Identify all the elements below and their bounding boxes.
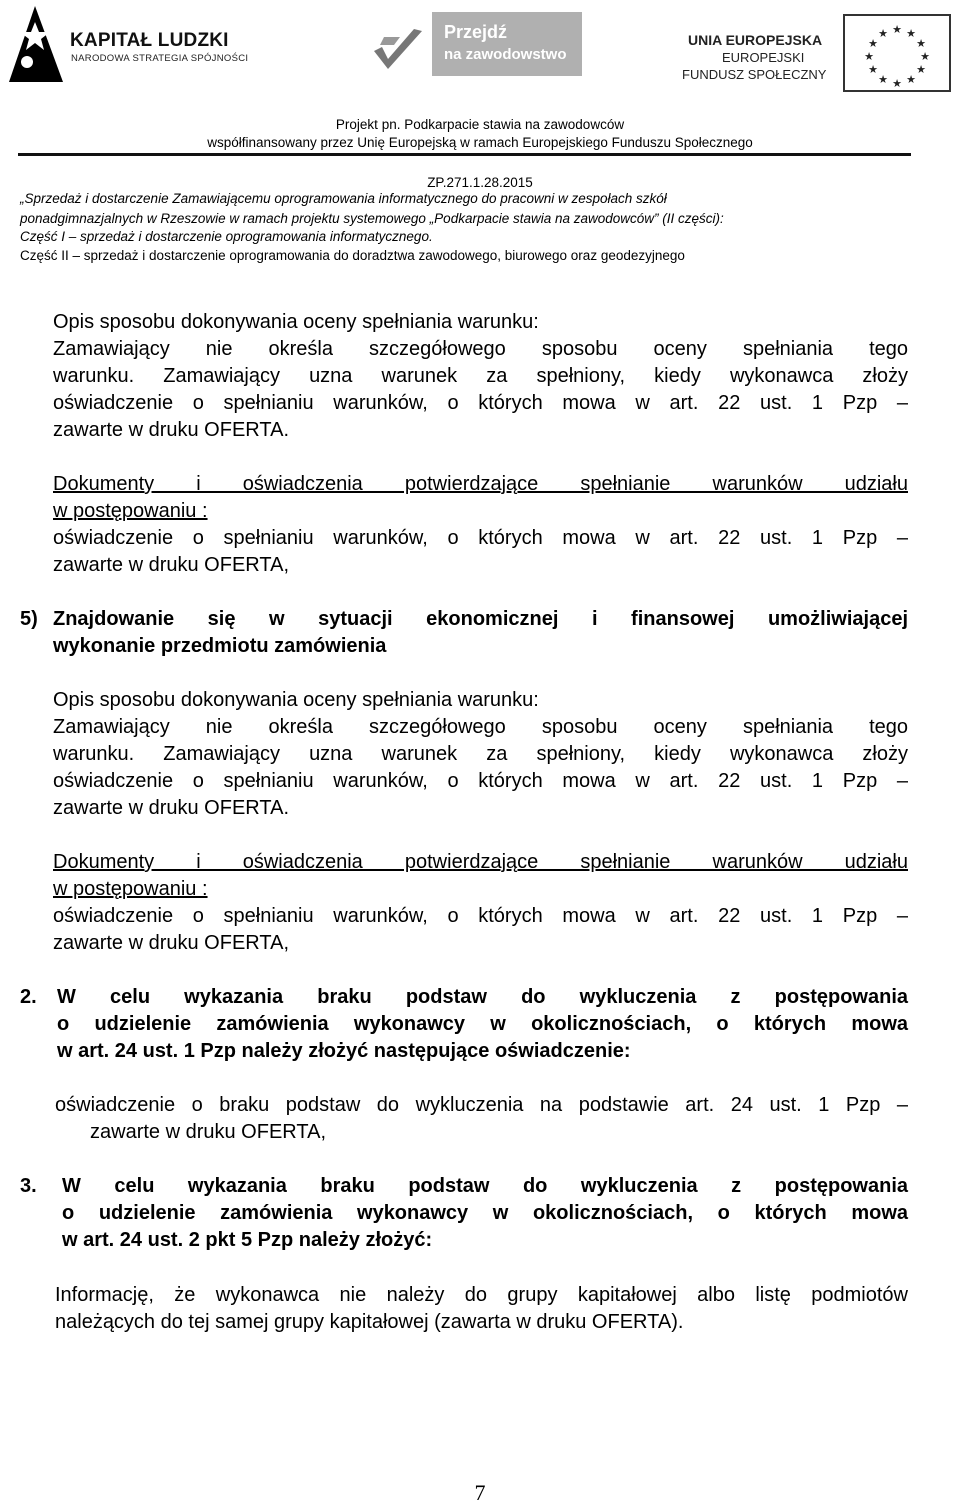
logo-bar	[0, 0, 960, 100]
block1-opis-label: Opis sposobu dokonywania oceny spełniania warunku:	[53, 311, 539, 333]
subject-line-3: Część I – sprzedaż i dostarczenie oprogramowania informatycznego.	[20, 229, 433, 244]
svg-text:★: ★	[916, 63, 926, 76]
subject-line-2: ponadgimnazjalnych w Rzeszowie w ramach projektu systemowego „Podkarpacie stawia na zawodowców” (II części):	[20, 211, 724, 226]
svg-text:★: ★	[892, 77, 902, 90]
checkmark-logo-icon	[370, 25, 426, 81]
block1-dokumenty-heading: Dokumenty i oświadczenia potwierdzające spełnianie warunków udziału	[53, 473, 908, 495]
page-number: 7	[474, 1480, 486, 1505]
svg-text:★: ★	[920, 50, 930, 63]
block2-opis-line: warunku. Zamawiający uzna warunek za spełniony, kiedy wykonawca złoży	[53, 743, 908, 765]
project-name: Projekt pn. Podkarpacie stawia na zawodowców	[335, 117, 625, 132]
block1-opis-line: zawarte w druku OFERTA.	[53, 419, 289, 441]
section3-info: Informację, że wykonawca nie należy do grupy kapitałowej albo listę podmiotów	[55, 1284, 908, 1306]
block2-dokumenty-value: oświadczenie o spełnianiu warunków, o których mowa w art. 22 ust. 1 Pzp –	[53, 905, 908, 927]
section2-title: w art. 24 ust. 1 Pzp należy złożyć następujące oświadczenie:	[57, 1040, 631, 1062]
section3-number: 3.	[20, 1175, 37, 1197]
block2-dokumenty-heading: Dokumenty i oświadczenia potwierdzające spełnianie warunków udziału	[53, 851, 908, 873]
section2-number: 2.	[20, 986, 37, 1008]
section3-info: należących do tej samej grupy kapitałowej (zawarta w druku OFERTA).	[55, 1311, 684, 1333]
subject-line-1: „Sprzedaż i dostarczenie Zamawiającemu oprogramowania informatycznego do pracowni w zespołach szkół	[20, 191, 667, 206]
block1-opis-line: warunku. Zamawiający uzna warunek za spełniony, kiedy wykonawca złoży	[53, 365, 908, 387]
block2-dokumenty-value: zawarte w druku OFERTA,	[53, 932, 289, 954]
section5-title: Znajdowanie się w sytuacji ekonomicznej i finansowej umożliwiającej	[53, 608, 908, 630]
svg-text:★: ★	[864, 50, 874, 63]
block2-opis-label: Opis sposobu dokonywania oceny spełniania warunku:	[53, 689, 539, 711]
svg-text:★: ★	[906, 27, 916, 40]
section2-item: zawarte w druku OFERTA,	[90, 1121, 326, 1143]
eu-subtitle-1: EUROPEJSKI	[722, 50, 805, 65]
przejdz-na-zawodowstwo-logo	[432, 12, 582, 76]
block2-opis-line: Zamawiający nie określa szczegółowego sposobu oceny spełniania tego	[53, 716, 908, 738]
project-cofinancing: współfinansowany przez Unię Europejską w ramach Europejskiego Funduszu Społecznego	[207, 135, 753, 150]
block2-opis-line: oświadczenie o spełnianiu warunków, o których mowa w art. 22 ust. 1 Pzp –	[53, 770, 908, 792]
svg-text:★: ★	[878, 73, 888, 86]
reference-number: ZP.271.1.28.2015	[427, 175, 533, 190]
section2-title: W celu wykazania braku podstaw do wykluczenia z postępowania	[57, 986, 908, 1008]
header-divider	[18, 153, 911, 156]
block2-opis-line: zawarte w druku OFERTA.	[53, 797, 289, 819]
svg-text:★: ★	[906, 73, 916, 86]
svg-text:★: ★	[916, 37, 926, 50]
svg-text:★: ★	[868, 63, 878, 76]
section3-title: o udzielenie zamówienia wykonawcy w okolicznościach, o których mowa	[62, 1202, 908, 1224]
pnz-line1: Przejdź	[444, 22, 508, 42]
svg-text:★: ★	[892, 23, 902, 36]
section2-item: oświadczenie o braku podstaw do wykluczenia na podstawie art. 24 ust. 1 Pzp –	[55, 1094, 908, 1116]
kapital-ludzki-title: KAPITAŁ LUDZKI	[70, 30, 229, 51]
kapital-ludzki-subtitle: NARODOWA STRATEGIA SPÓJNOŚCI	[71, 53, 249, 64]
pnz-line2: na zawodowstwo	[444, 46, 567, 63]
eu-flag-icon	[843, 14, 951, 92]
section3-title: W celu wykazania braku podstaw do wykluczenia z postępowania	[62, 1175, 908, 1197]
block2-dokumenty-heading: w postępowaniu :	[53, 878, 208, 900]
section5-title: wykonanie przedmiotu zamówienia	[53, 635, 387, 657]
block1-dokumenty-value: zawarte w druku OFERTA,	[53, 554, 289, 576]
eu-title: UNIA EUROPEJSKA	[688, 32, 823, 48]
svg-text:★: ★	[868, 37, 878, 50]
subject-line-4: Część II – sprzedaż i dostarczenie oprogramowania do doradztwa zawodowego, biurowego oraz geodezyjnego	[20, 248, 685, 263]
block1-dokumenty-value: oświadczenie o spełnianiu warunków, o których mowa w art. 22 ust. 1 Pzp –	[53, 527, 908, 549]
section3-title: w art. 24 ust. 2 pkt 5 Pzp należy złożyć:	[62, 1229, 433, 1251]
svg-text:★: ★	[878, 27, 888, 40]
block1-opis-line: Zamawiający nie określa szczegółowego sposobu oceny spełniania tego	[53, 338, 908, 360]
block1-dokumenty-heading: w postępowaniu :	[53, 500, 208, 522]
section5-number: 5)	[20, 608, 38, 630]
section2-title: o udzielenie zamówienia wykonawcy w okolicznościach, o których mowa	[57, 1013, 908, 1035]
eu-subtitle-2: FUNDUSZ SPOŁECZNY	[682, 67, 827, 82]
kapital-ludzki-logo-icon	[5, 4, 67, 84]
block1-opis-line: oświadczenie o spełnianiu warunków, o których mowa w art. 22 ust. 1 Pzp –	[53, 392, 908, 414]
